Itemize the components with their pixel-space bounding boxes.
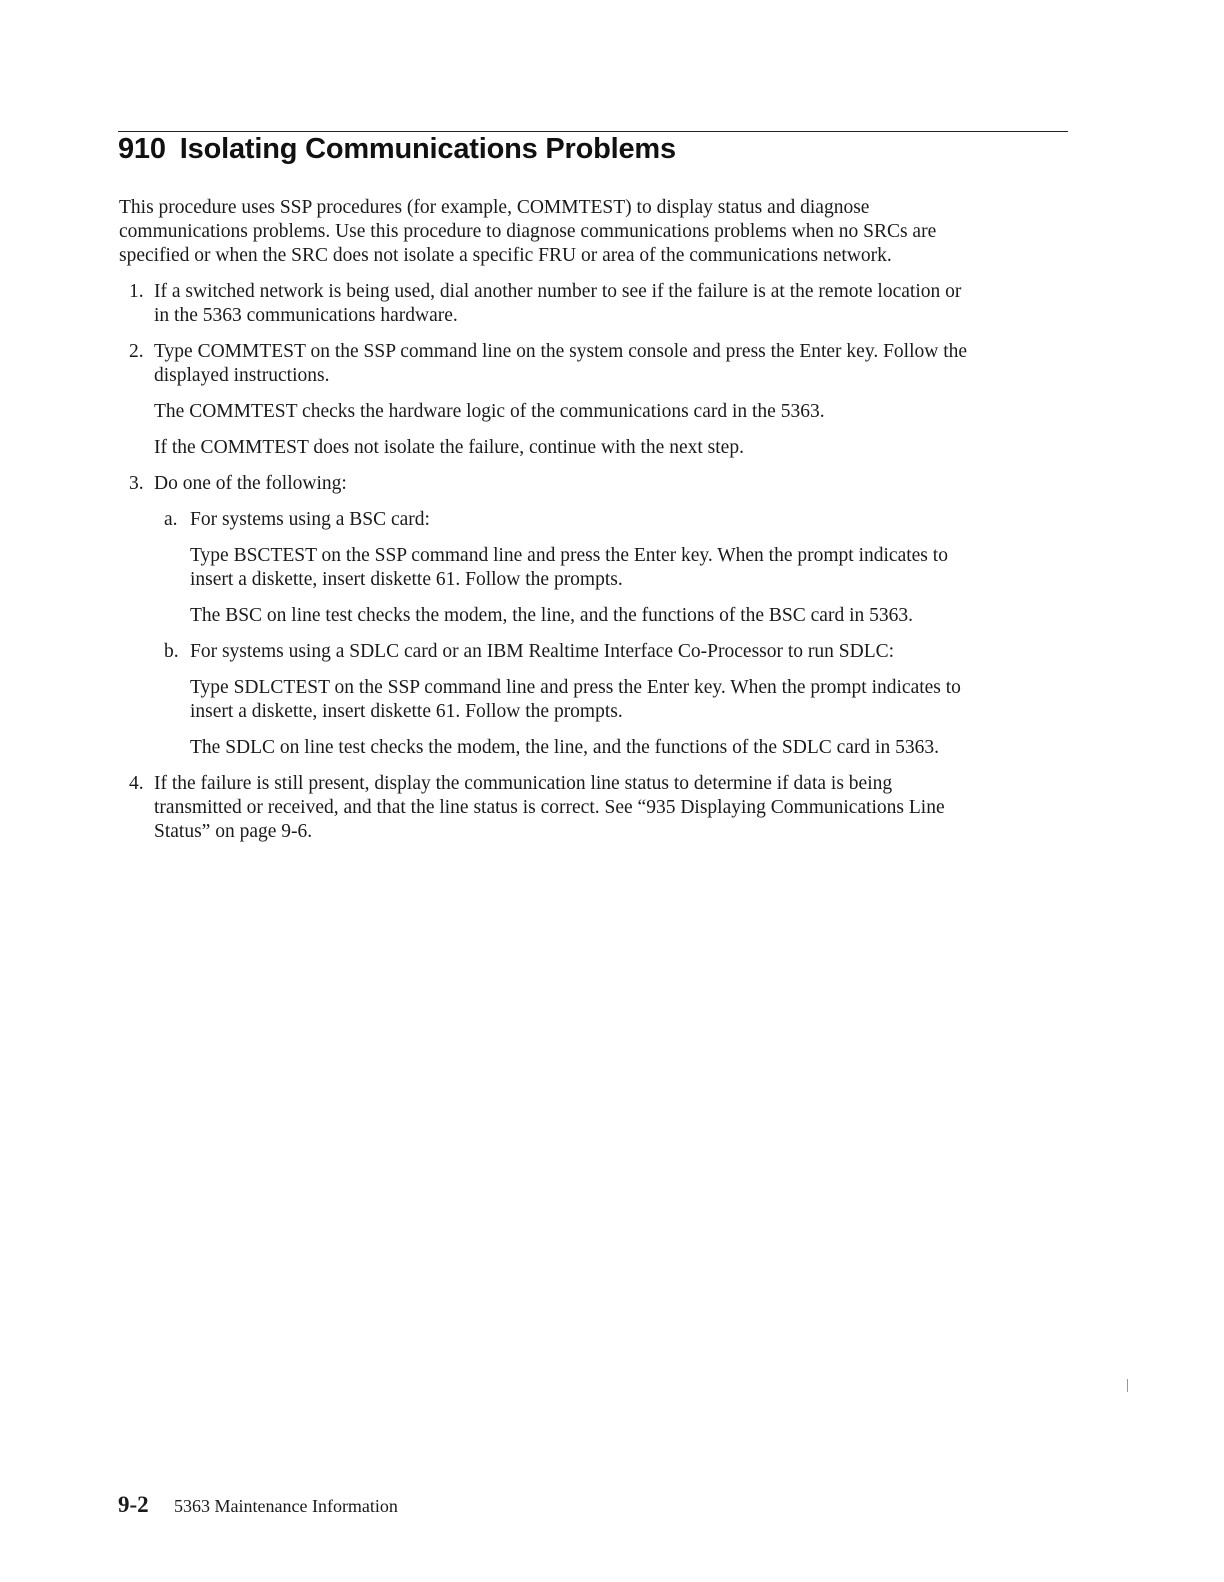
revision-bar [1127, 1379, 1128, 1392]
step-text: transmitted or received, and that the line status is correct. See “935 Displaying Communications Line [154, 797, 945, 818]
substep-marker: a. [164, 509, 178, 530]
substep-text: For systems using a BSC card: [190, 509, 430, 530]
step-text: Status” on page 9-6. [154, 821, 313, 842]
intro-line: communications problems. Use this procedure to diagnose communications problems when no SRCs are [119, 221, 937, 242]
step-text: in the 5363 communications hardware. [154, 305, 458, 326]
intro-line: specified or when the SRC does not isolate a specific FRU or area of the communications network. [119, 245, 892, 266]
step-note: The COMMTEST checks the hardware logic of the communications card in the 5363. [154, 401, 825, 422]
step-text: Do one of the following: [154, 473, 347, 494]
step-text: Type COMMTEST on the SSP command line on the system console and press the Enter key. Follow the [154, 341, 968, 362]
page-number: 9-2 [118, 1492, 149, 1517]
substep-instruction: Type SDLCTEST on the SSP command line and press the Enter key. When the prompt indicates to [190, 677, 961, 698]
substep-marker: b. [164, 641, 179, 662]
step-marker: 3. [129, 473, 144, 494]
section-title: Isolating Communications Problems [179, 133, 676, 165]
substep-note: The SDLC on line test checks the modem, the line, and the functions of the SDLC card in 5363. [190, 737, 939, 758]
section-number: 910 [118, 133, 166, 165]
footer-title: 5363 Maintenance Information [174, 1496, 398, 1516]
step-note: If the COMMTEST does not isolate the failure, continue with the next step. [154, 437, 744, 458]
substep-instruction: Type BSCTEST on the SSP command line and press the Enter key. When the prompt indicates to [190, 545, 948, 566]
substep-note: The BSC on line test checks the modem, the line, and the functions of the BSC card in 5363. [190, 605, 913, 626]
step-text: displayed instructions. [154, 365, 330, 386]
step-text: If the failure is still present, display the communication line status to determine if data is being [154, 773, 893, 794]
substep-text: For systems using a SDLC card or an IBM Realtime Interface Co-Processor to run SDLC: [190, 641, 895, 662]
step-marker: 1. [129, 281, 144, 302]
substep-instruction: insert a diskette, insert diskette 61. Follow the prompts. [190, 701, 623, 722]
substep-instruction: insert a diskette, insert diskette 61. Follow the prompts. [190, 569, 623, 590]
intro-line: This procedure uses SSP procedures (for example, COMMTEST) to display status and diagnose [119, 197, 870, 218]
step-marker: 4. [129, 773, 144, 794]
heading-rule [118, 131, 1068, 132]
step-marker: 2. [129, 341, 144, 362]
step-text: If a switched network is being used, dial another number to see if the failure is at the remote location or [154, 281, 962, 302]
section-heading [118, 133, 676, 166]
